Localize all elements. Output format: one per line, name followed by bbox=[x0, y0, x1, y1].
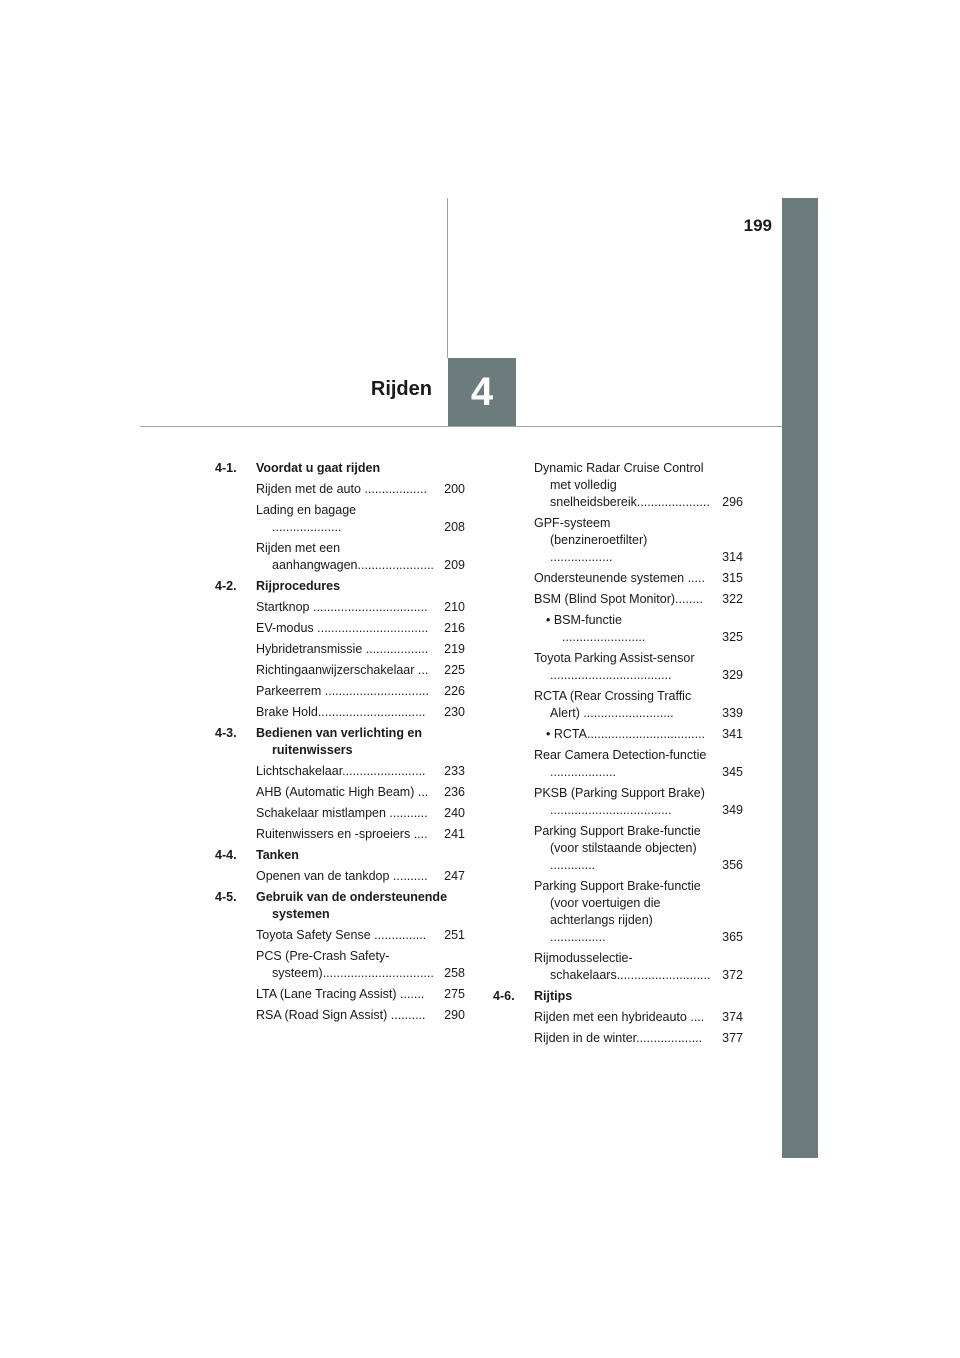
toc-entry-text: Ondersteunende systemen ..... bbox=[534, 571, 705, 585]
toc-entry-text: Parkeerrem .............................. bbox=[256, 684, 429, 698]
toc-entry[interactable] bbox=[478, 688, 743, 722]
toc-entry-text: Openen van de tankdop .......... bbox=[256, 869, 428, 883]
toc-entry-text: Toyota Safety Sense ............... bbox=[256, 928, 427, 942]
toc-entry-page: 377 bbox=[722, 1031, 743, 1045]
toc-entry[interactable] bbox=[200, 927, 465, 944]
toc-entry-text: Rijmodusselectie-schakelaars........................... bbox=[534, 951, 711, 982]
toc-section-heading[interactable] bbox=[200, 578, 465, 595]
toc-section-number: 4-6. bbox=[493, 989, 515, 1003]
toc-entry[interactable] bbox=[478, 1030, 743, 1047]
toc-entry-text: Rijden met de auto .................. bbox=[256, 482, 427, 496]
toc-entry-page: 314 bbox=[722, 550, 743, 564]
header-divider-vertical bbox=[447, 198, 448, 358]
toc-entry[interactable] bbox=[200, 662, 465, 679]
toc-entry[interactable] bbox=[200, 620, 465, 637]
toc-entry-text: LTA (Lane Tracing Assist) ....... bbox=[256, 987, 425, 1001]
toc-entry[interactable] bbox=[478, 570, 743, 587]
toc-entry-text: Hybridetransmissie .................. bbox=[256, 642, 429, 656]
toc-section-title: Tanken bbox=[256, 848, 299, 862]
toc-entry-text: RSA (Road Sign Assist) .......... bbox=[256, 1008, 426, 1022]
toc-entry-page: 240 bbox=[444, 806, 465, 820]
toc-entry-page: 322 bbox=[722, 592, 743, 606]
toc-entry[interactable] bbox=[478, 460, 743, 511]
toc-entry-text: Rijden met een aanhangwagen...................... bbox=[256, 541, 434, 572]
toc-entry-page: 345 bbox=[722, 765, 743, 779]
toc-entry-text: Lading en bagage .................... bbox=[256, 503, 357, 534]
toc-section-number: 4-1. bbox=[215, 461, 237, 475]
toc-entry-page: 233 bbox=[444, 764, 465, 778]
toc-section-heading[interactable] bbox=[478, 988, 743, 1005]
toc-entry-page: 372 bbox=[722, 968, 743, 982]
toc-entry-text: EV-modus ................................ bbox=[256, 621, 429, 635]
toc-entry-text: • RCTA.................................. bbox=[546, 727, 706, 741]
toc-entry-page: 236 bbox=[444, 785, 465, 799]
toc-entry[interactable] bbox=[200, 948, 465, 982]
toc-entry[interactable] bbox=[478, 823, 743, 874]
toc-section-title: Rijprocedures bbox=[256, 579, 341, 593]
toc-entry[interactable] bbox=[200, 683, 465, 700]
toc-section-title: Gebruik van de ondersteunende systemen bbox=[256, 890, 448, 921]
toc-entry[interactable] bbox=[478, 591, 743, 608]
toc-entry[interactable] bbox=[200, 599, 465, 616]
toc-section-title: Bedienen van verlichting en ruitenwissers bbox=[256, 726, 423, 757]
page-number: 199 bbox=[743, 216, 772, 235]
toc-entry-text: PKSB (Parking Support Brake) ................................... bbox=[534, 786, 705, 817]
chapter-number-box bbox=[448, 358, 516, 426]
toc-section-title: Rijtips bbox=[534, 989, 573, 1003]
toc-entry-text: Toyota Parking Assist-sensor ................................... bbox=[534, 651, 695, 682]
toc-entry[interactable] bbox=[200, 502, 465, 536]
toc-entry[interactable] bbox=[200, 540, 465, 574]
toc-entry-page: 225 bbox=[444, 663, 465, 677]
toc-entry[interactable] bbox=[478, 612, 743, 646]
toc-entry-text: Parking Support Brake-functie (voor voertuigen die achterlangs rijden) ................ bbox=[534, 879, 701, 944]
toc-right-column bbox=[478, 460, 743, 1051]
toc-entry-text: RCTA (Rear Crossing Traffic Alert) .......................... bbox=[534, 689, 692, 720]
toc-section-number: 4-2. bbox=[215, 579, 237, 593]
toc-entry-text: Startknop ................................. bbox=[256, 600, 428, 614]
toc-entry[interactable] bbox=[200, 868, 465, 885]
toc-entry-text: PCS (Pre-Crash Safety-systeem)................................ bbox=[256, 949, 434, 980]
toc-entry-text: Parking Support Brake-functie (voor stilstaande objecten) ............. bbox=[534, 824, 701, 872]
toc-entry-page: 226 bbox=[444, 684, 465, 698]
toc-entry-text: Rijden in de winter................... bbox=[534, 1031, 703, 1045]
toc-entry-text: Rear Camera Detection-functie ................... bbox=[534, 748, 707, 779]
toc-entry-page: 374 bbox=[722, 1010, 743, 1024]
toc-entry-page: 208 bbox=[444, 520, 465, 534]
toc-entry-page: 210 bbox=[444, 600, 465, 614]
toc-entry-page: 341 bbox=[722, 727, 743, 741]
toc-entry-page: 356 bbox=[722, 858, 743, 872]
toc-entry-text: • BSM-functie ........................ bbox=[546, 613, 646, 644]
toc-entry[interactable] bbox=[478, 1009, 743, 1026]
toc-entry-text: Schakelaar mistlampen ........... bbox=[256, 806, 428, 820]
toc-section-number: 4-4. bbox=[215, 848, 237, 862]
toc-entry-text: Richtingaanwijzerschakelaar ... bbox=[256, 663, 429, 677]
toc-left-column bbox=[200, 460, 465, 1028]
toc-entry[interactable] bbox=[478, 726, 743, 743]
toc-section-heading[interactable] bbox=[200, 847, 465, 864]
toc-entry-page: 258 bbox=[444, 966, 465, 980]
toc-entry-page: 251 bbox=[444, 928, 465, 942]
toc-entry-page: 329 bbox=[722, 668, 743, 682]
toc-entry-text: BSM (Blind Spot Monitor)........ bbox=[534, 592, 703, 606]
toc-entry-text: Rijden met een hybrideauto .... bbox=[534, 1010, 705, 1024]
toc-section-title: Voordat u gaat rijden bbox=[256, 461, 381, 475]
toc-section-heading[interactable] bbox=[200, 725, 465, 759]
toc-entry-page: 365 bbox=[722, 930, 743, 944]
toc-entry-page: 349 bbox=[722, 803, 743, 817]
toc-entry-page: 296 bbox=[722, 495, 743, 509]
toc-entry-page: 219 bbox=[444, 642, 465, 656]
toc-entry-text: GPF-systeem (benzineroetfilter) .................. bbox=[534, 516, 648, 564]
toc-entry-text: Lichtschakelaar........................ bbox=[256, 764, 426, 778]
toc-entry-text: Ruitenwissers en -sproeiers .... bbox=[256, 827, 428, 841]
toc-entry-text: AHB (Automatic High Beam) ... bbox=[256, 785, 429, 799]
toc-entry-page: 241 bbox=[444, 827, 465, 841]
toc-entry-text: Dynamic Radar Cruise Control met volledig snelheidsbereik..................... bbox=[534, 461, 710, 509]
toc-entry[interactable] bbox=[478, 747, 743, 781]
toc-entry-text: Brake Hold............................... bbox=[256, 705, 426, 719]
toc-entry-page: 315 bbox=[722, 571, 743, 585]
toc-entry[interactable] bbox=[200, 641, 465, 658]
toc-entry[interactable] bbox=[200, 805, 465, 822]
toc-entry[interactable] bbox=[200, 704, 465, 721]
toc-section-heading[interactable] bbox=[200, 889, 465, 923]
toc-section-heading[interactable] bbox=[200, 460, 465, 477]
toc-entry[interactable] bbox=[478, 878, 743, 946]
toc-entry[interactable] bbox=[478, 650, 743, 684]
toc-entry[interactable] bbox=[200, 784, 465, 801]
header-divider-horizontal bbox=[140, 426, 782, 427]
toc-entry[interactable] bbox=[200, 481, 465, 498]
toc-section-number: 4-3. bbox=[215, 726, 237, 740]
chapter-side-tab bbox=[782, 198, 818, 1158]
toc-section-number: 4-5. bbox=[215, 890, 237, 904]
toc-entry[interactable] bbox=[200, 986, 465, 1003]
chapter-title: Rijden bbox=[370, 378, 432, 400]
toc-entry[interactable] bbox=[200, 1007, 465, 1024]
toc-entry-page: 200 bbox=[444, 482, 465, 496]
toc-entry-page: 290 bbox=[444, 1008, 465, 1022]
toc-entry-page: 275 bbox=[444, 987, 465, 1001]
toc-entry[interactable] bbox=[200, 763, 465, 780]
toc-entry-page: 247 bbox=[444, 869, 465, 883]
toc-entry-page: 325 bbox=[722, 630, 743, 644]
toc-entry-page: 216 bbox=[444, 621, 465, 635]
toc-entry[interactable] bbox=[478, 515, 743, 566]
toc-entry-page: 339 bbox=[722, 706, 743, 720]
chapter-number: 4 bbox=[470, 369, 494, 414]
toc-entry-page: 209 bbox=[444, 558, 465, 572]
toc-entry[interactable] bbox=[478, 785, 743, 819]
toc-entry[interactable] bbox=[478, 950, 743, 984]
toc-entry[interactable] bbox=[200, 826, 465, 843]
toc-entry-page: 230 bbox=[444, 705, 465, 719]
